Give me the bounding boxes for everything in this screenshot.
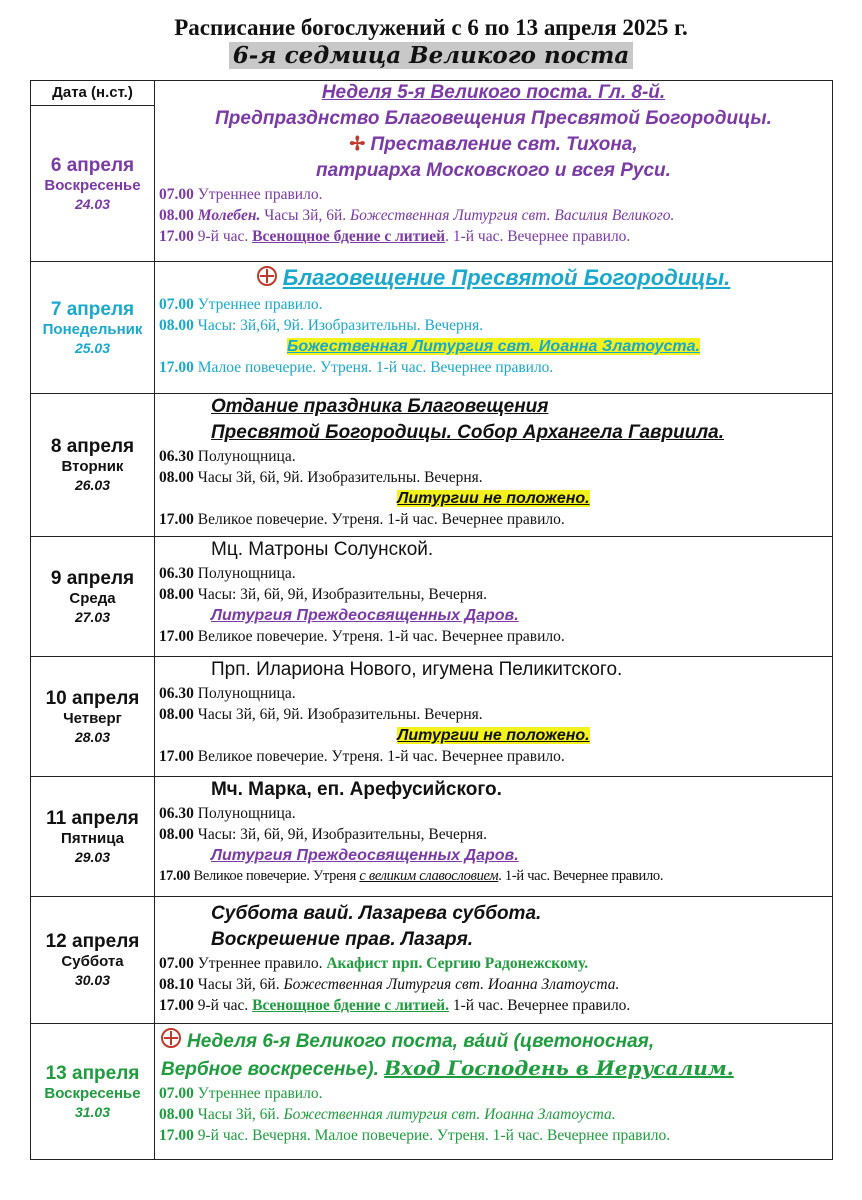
service-cell: [155, 897, 833, 1024]
date-day: 13 апреля: [45, 1062, 140, 1084]
date-day: 9 апреля: [50, 567, 135, 589]
date-old-style: 31.03: [74, 1103, 111, 1120]
service-cell: [155, 262, 833, 394]
page-subtitle: [0, 42, 862, 69]
feast-line: Прп. Илариона Нового, игумена Пеликитского.: [211, 659, 623, 680]
service-line: 08.00 Молебен. Часы 3й, 6й. Божественная Литургия свт. Василия Великого.: [159, 206, 675, 224]
date-day: 11 апреля: [46, 807, 139, 829]
day-row: [31, 537, 833, 657]
service-line: 08.00 Часы 3й, 6й, 9й. Изобразительны. Вечерня.: [159, 706, 483, 723]
service-line: 08.10 Часы 3й, 6й. Божественная Литургия свт. Иоанна Златоуста.: [159, 976, 620, 993]
cross-icon: ✢: [349, 133, 366, 155]
service-line: 17.00 Великое повечерие. Утреня. 1-й час. Вечернее правило.: [159, 748, 565, 765]
feast-line: Мц. Матроны Солунской.: [211, 539, 434, 560]
service-line: 07.00 Утреннее правило. Акафист прп. Сергию Радонежскому.: [159, 955, 589, 972]
page-title: Расписание богослужений с 6 по 13 апреля 2025 г.: [174, 15, 688, 40]
service-cell: [155, 537, 833, 657]
service-line: 17.00 9-й час. Всенощное бдение с литией. 1-й час. Вечернее правило.: [159, 227, 631, 245]
service-line: 08.00 Часы: 3й, 6й, 9й, Изобразительны, Вечерня.: [159, 826, 487, 843]
feast-line: Предпразднство Благовещения Пресвятой Богородицы.: [215, 107, 772, 129]
feast-line: патриарха Московского и всея Руси.: [316, 159, 671, 181]
service-line: 17.00 Великое повечерие. Утреня с великим славословием. 1-й час. Вечернее правило.: [159, 868, 664, 884]
service-line: 06.30 Полунощница.: [159, 805, 296, 822]
date-cell: [31, 106, 155, 262]
service-line: 17.00 9-й час. Вечерня. Малое повечерие. Утреня. 1-й час. Вечернее правило.: [159, 1127, 671, 1144]
service-line: 08.00 Часы: 3й,6й, 9й. Изобразительны. Вечерня.: [159, 317, 484, 334]
feast-line: Суббота ваий. Лазарева суббота.: [211, 903, 542, 924]
service-line: Божественная Литургия свт. Иоанна Златоуста.: [287, 338, 700, 355]
feast-line: Неделя 6-я Великого поста, ва́ий (цветоносная,: [155, 1024, 832, 1055]
feast-line: Воскрешение прав. Лазаря.: [211, 929, 474, 950]
day-row: [31, 394, 833, 537]
date-old-style: 26.03: [74, 477, 111, 493]
date-day: 10 апреля: [45, 687, 140, 709]
date-weekday: Понедельник: [42, 320, 143, 338]
date-cell: [31, 262, 155, 394]
service-line: 17.00 Малое повечерие. Утреня. 1-й час. Вечернее правило.: [159, 359, 554, 376]
service-line: 07.00 Утреннее правило.: [159, 296, 323, 313]
service-line: 08.00 Часы: 3й, 6й, 9й, Изобразительны, Вечерня.: [159, 586, 487, 603]
day-row: [31, 1024, 833, 1160]
feast-line: Пресвятой Богородицы. Собор Архангела Гавриила.: [211, 422, 724, 443]
date-day: 7 апреля: [50, 298, 135, 320]
service-line: Литургии не положено.: [397, 490, 590, 507]
day-row: [31, 777, 833, 897]
service-line: 07.00 Утреннее правило.: [159, 1085, 323, 1102]
service-line: 17.00 9-й час. Всенощное бдение с литией. 1-й час. Вечернее правило.: [159, 997, 631, 1014]
schedule-table: [30, 80, 833, 1160]
date-weekday: Среда: [69, 589, 116, 607]
service-cell: [155, 81, 833, 262]
feast-line: ✢ Преставление свт. Тихона,: [349, 133, 638, 155]
service-line: Литургия Преждеосвященных Даров.: [211, 847, 519, 864]
day-row: [31, 897, 833, 1024]
service-cell: [155, 1024, 833, 1160]
date-old-style: 27.03: [74, 608, 111, 625]
date-cell: [31, 777, 155, 897]
date-weekday: Суббота: [61, 953, 124, 970]
service-line: Литургия Преждеосвященных Даров.: [211, 607, 519, 624]
date-old-style: 29.03: [74, 848, 111, 865]
date-old-style: 30.03: [74, 972, 111, 988]
service-cell: [155, 394, 833, 537]
service-line: 06.30 Полунощница.: [159, 448, 296, 465]
date-weekday: Вторник: [61, 458, 124, 475]
date-day: 8 апреля: [50, 436, 135, 457]
service-line: 17.00 Великое повечерие. Утреня. 1-й час. Вечернее правило.: [159, 511, 565, 528]
feast-line: Вербное воскресенье). Вход Господень в Иерусалим.: [161, 1056, 734, 1080]
date-cell: [31, 1024, 155, 1160]
date-weekday: Четверг: [63, 709, 122, 727]
feast-entry: Вход Господень в Иерусалим.: [384, 1056, 734, 1080]
date-day: 12 апреля: [45, 931, 140, 952]
date-cell: [31, 657, 155, 777]
feast-cross-circle-icon: [161, 1028, 181, 1048]
date-cell: [31, 537, 155, 657]
service-line: 17.00 Великое повечерие. Утреня. 1-й час. Вечернее правило.: [159, 628, 565, 645]
date-cell: [31, 897, 155, 1024]
feast-line: Отдание праздника Благовещения: [211, 396, 549, 417]
date-weekday: Пятница: [61, 829, 124, 847]
day-row: [31, 106, 833, 262]
date-day: 6 апреля: [50, 154, 135, 176]
service-line: 08.00 Часы 3й, 6й. Божественная литургия свт. Иоанна Златоуста.: [159, 1106, 616, 1123]
service-cell: [155, 657, 833, 777]
day-row: [31, 262, 833, 394]
service-line: 06.30 Полунощница.: [159, 565, 296, 582]
feast-line: Мч. Марка, еп. Арефусийского.: [211, 779, 502, 800]
feast-line: Благовещение Пресвятой Богородицы.: [155, 262, 832, 294]
date-old-style: 24.03: [74, 195, 111, 212]
service-line: 07.00 Утреннее правило.: [159, 185, 323, 203]
date-header: Дата (н.ст.): [31, 81, 155, 106]
service-line: Литургии не положено.: [397, 727, 590, 744]
feast-line: Неделя 5-я Великого поста. Гл. 8-й.: [321, 81, 666, 103]
service-line: 06.30 Полунощница.: [159, 685, 296, 702]
service-cell: [155, 777, 833, 897]
date-weekday: Воскресенье: [44, 1084, 141, 1102]
date-cell: [31, 394, 155, 537]
date-old-style: 25.03: [74, 339, 111, 356]
day-row: [31, 657, 833, 777]
service-line: 08.00 Часы 3й, 6й, 9й. Изобразительны. Вечерня.: [159, 469, 483, 486]
feast-cross-circle-icon: [257, 266, 277, 286]
date-old-style: 28.03: [74, 728, 111, 745]
date-weekday: Воскресенье: [44, 176, 141, 194]
subtitle-text: 6-я седмица Великого поста: [229, 42, 634, 69]
